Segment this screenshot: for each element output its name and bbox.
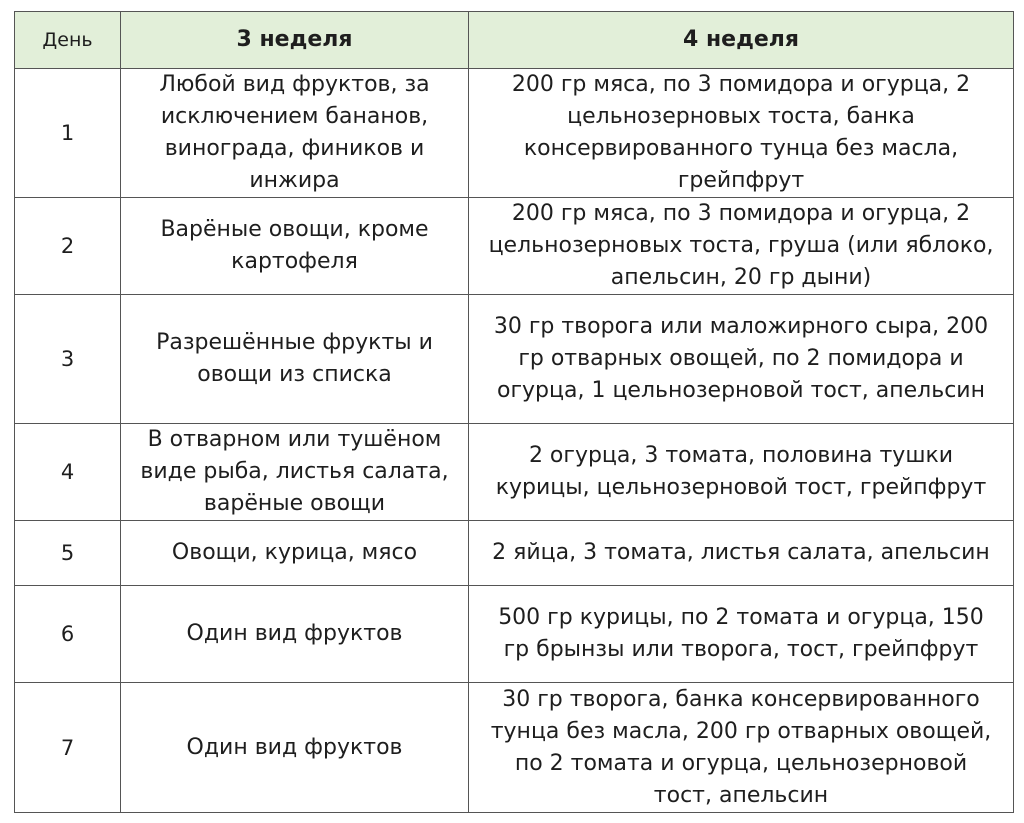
- week-4-cell: 200 гр мяса, по 3 помидора и огурца, 2 цельнозерновых тоста, банка консервированного тунца без масла, грейпфрут: [469, 69, 1014, 198]
- week-4-cell: 500 гр курицы, по 2 томата и огурца, 150 гр брынзы или творога, тост, грейпфрут: [469, 586, 1014, 683]
- day-cell: 2: [15, 198, 121, 295]
- week-4-cell: 30 гр творога, банка консервированного тунца без масла, 200 гр отварных овощей, по 2 томата и огурца, цельнозерновой тост, апельсин: [469, 683, 1014, 813]
- week-4-cell: 2 огурца, 3 томата, половина тушки курицы, цельнозерновой тост, грейпфрут: [469, 424, 1014, 521]
- table-row: [15, 424, 1014, 521]
- day-cell: 6: [15, 586, 121, 683]
- table-row: [15, 521, 1014, 586]
- header-day: День: [15, 12, 121, 69]
- week-4-cell: 30 гр творога или маложирного сыра, 200 гр отварных овощей, по 2 помидора и огурца, 1 цельнозерновой тост, апельсин: [469, 295, 1014, 424]
- table-row: [15, 586, 1014, 683]
- diet-plan-table: [14, 11, 1014, 813]
- week-3-cell: Варёные овощи, кроме картофеля: [121, 198, 469, 295]
- table-row: [15, 69, 1014, 198]
- day-cell: 1: [15, 69, 121, 198]
- header-week-3: 3 неделя: [121, 12, 469, 69]
- diet-table-container: [14, 11, 1014, 813]
- table-row: [15, 683, 1014, 813]
- table-row: [15, 295, 1014, 424]
- table-row: [15, 198, 1014, 295]
- table-header-row: [15, 12, 1014, 69]
- header-week-4: 4 неделя: [469, 12, 1014, 69]
- week-3-cell: Один вид фруктов: [121, 683, 469, 813]
- day-cell: 3: [15, 295, 121, 424]
- day-cell: 4: [15, 424, 121, 521]
- week-4-cell: 2 яйца, 3 томата, листья салата, апельсин: [469, 521, 1014, 586]
- week-3-cell: Любой вид фруктов, за исключением бананов, винограда, фиников и инжира: [121, 69, 469, 198]
- week-3-cell: Один вид фруктов: [121, 586, 469, 683]
- day-cell: 7: [15, 683, 121, 813]
- week-3-cell: Овощи, курица, мясо: [121, 521, 469, 586]
- week-4-cell: 200 гр мяса, по 3 помидора и огурца, 2 цельнозерновых тоста, груша (или яблоко, апельсин, 20 гр дыни): [469, 198, 1014, 295]
- week-3-cell: Разрешённые фрукты и овощи из списка: [121, 295, 469, 424]
- day-cell: 5: [15, 521, 121, 586]
- week-3-cell: В отварном или тушёном виде рыба, листья салата, варёные овощи: [121, 424, 469, 521]
